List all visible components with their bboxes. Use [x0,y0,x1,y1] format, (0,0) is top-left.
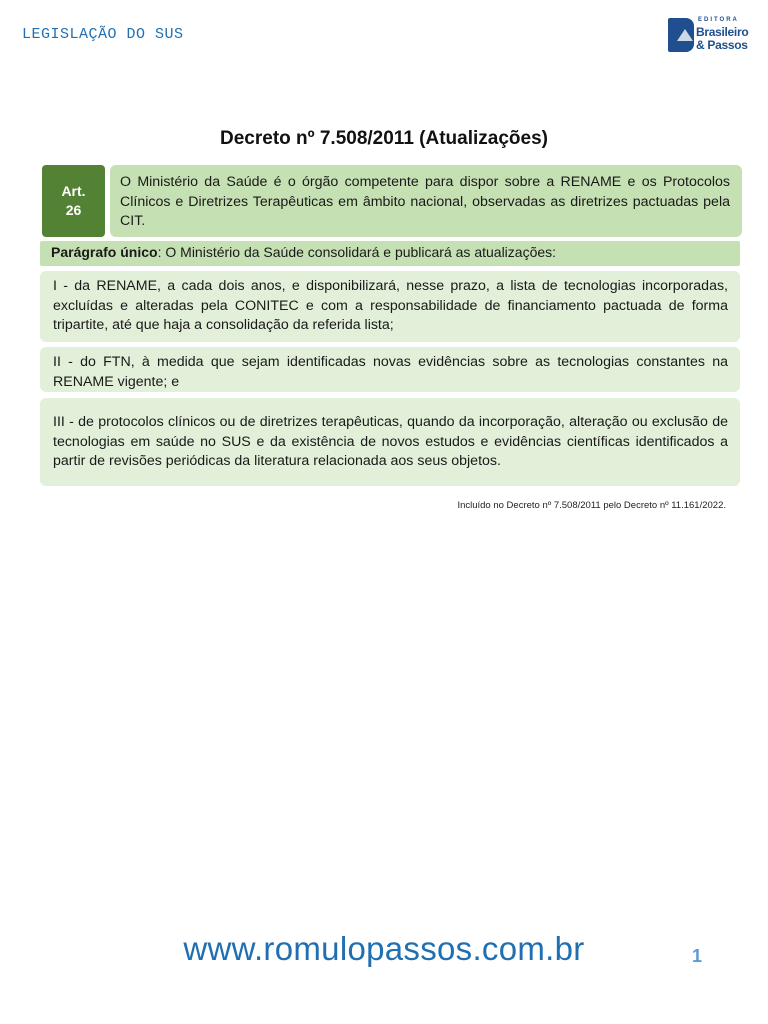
page-number: 1 [692,946,703,966]
logo-editora-text: EDITORA [698,17,739,23]
item-inciso-ii: II - do FTN, à medida que sejam identificadas novas evidências sobre as tecnologias constantes na RENAME vigente; e [40,347,740,392]
item-inciso-i: I - da RENAME, a cada dois anos, e disponibilizará, nesse prazo, a lista de tecnologias incorporadas, excluídas e alteradas pela CONITEC e com a responsabilidade de financiamento pactuada de forma tripartite, até que haja a consolidação da referida lista; [40,271,740,342]
paragraph-text: : O Ministério da Saúde consolidará e publicará as atualizações: [157,244,557,260]
logo-mark-icon [668,18,694,52]
item-inciso-iii: III - de protocolos clínicos ou de diretrizes terapêuticas, quando da incorporação, alteração ou exclusão de tecnologias em saúde no SUS e da existência de novos estudos e evidências científicas identificados a partir de revisões periódicas da literatura relacionada aos seus objetos. [40,398,740,486]
publisher-logo [668,17,748,53]
article-badge [42,165,105,237]
logo-brand-line2: & Passos [696,38,748,52]
logo-brand-line1: Brasileiro [696,25,749,39]
paragraph-label: Parágrafo único [51,244,158,260]
paragraph-unico [40,241,740,266]
header-section-title: LEGISLAÇÃO DO SUS [22,26,184,43]
article-label: Art. [61,183,86,199]
source-note: Incluído no Decreto nº 7.508/2011 pelo Decreto nº 11.161/2022. [457,500,726,511]
article-text: O Ministério da Saúde é o órgão competente para dispor sobre a RENAME e os Protocolos Clínicos e Diretrizes Terapêuticas em âmbito nacional, observadas as diretrizes pactuadas pela CIT. [110,165,742,237]
document-title: Decreto nº 7.508/2011 (Atualizações) [220,128,548,149]
article-number: 26 [65,202,82,218]
footer-website-link[interactable]: www.romulopassos.com.br [183,930,585,967]
